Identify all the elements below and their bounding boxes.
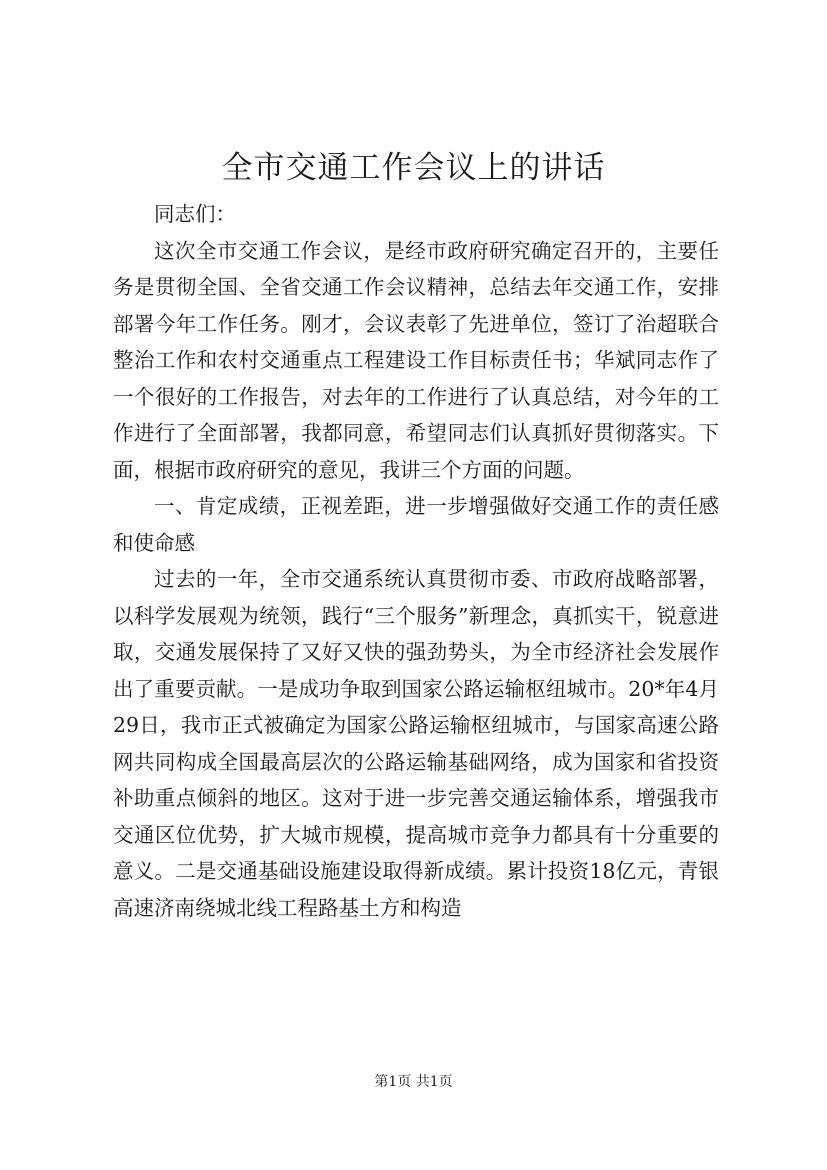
section-heading-1: 一、肯定成绩，正视差距，进一步增强做好交通工作的责任感和使命感 [113, 494, 719, 555]
salutation: 同志们： [154, 202, 236, 226]
document-title: 全市交通工作会议上的讲话 [221, 150, 606, 186]
page-footer: 第1页 共1页 [374, 1074, 453, 1090]
paragraph-achievements: 过去的一年，全市交通系统认真贯彻市委、市政府战略部署，以科学发展观为统领，践行“三个服务”新理念，真抓实干，锐意进取，交通发展保持了又好又快的强劲势头，为全市经济社会发展作出了重要贡献。一是成功争取到国家公路运输枢纽城市。20*年4月29日，我市正式被确定为国家公路运输枢纽城市，与国家高速公路网共同构成全国最高层次的公路运输基础网络，成为国家和省投资补助重点倾斜的地区。这对于进一步完善交通运输体系，增强我市交通区位优势，扩大城市规模，提高城市竞争力都具有十分重要的意义。二是交通基础设施建设取得新成绩。累计投资18亿元，青银高速济南绕城北线工程路基土方和构造 [113, 567, 719, 920]
document-body [113, 196, 719, 926]
paragraph-intro: 这次全市交通工作会议，是经市政府研究确定召开的，主要任务是贯彻全国、全省交通工作会议精神，总结去年交通工作，安排部署今年工作任务。刚才，会议表彰了先进单位，签订了治超联合整治工作和农村交通重点工程建设工作目标责任书；华斌同志作了一个很好的工作报告，对去年的工作进行了认真总结，对今年的工作进行了全面部署，我都同意，希望同志们认真抓好贯彻落实。下面，根据市政府研究的意见，我讲三个方面的问题。 [113, 238, 719, 482]
